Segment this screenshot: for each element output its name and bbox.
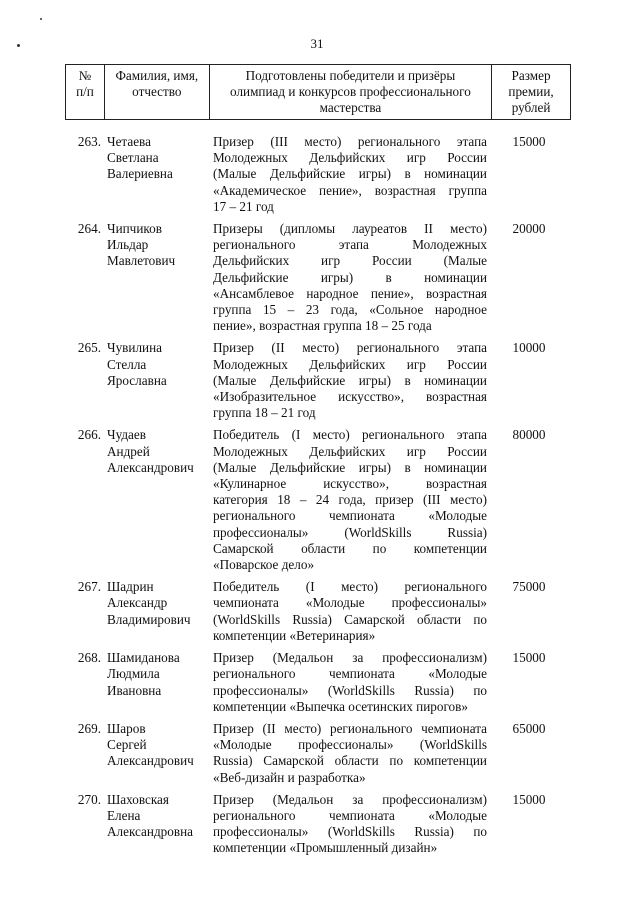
row-amount: 65000 <box>512 720 546 736</box>
row-full-name <box>105 221 211 334</box>
row-achievement <box>211 134 487 215</box>
row-number: 269. <box>77 720 101 736</box>
row-amount: 75000 <box>512 579 546 595</box>
name-line: Андрей <box>107 443 150 459</box>
row-full-name <box>105 650 211 715</box>
table-row <box>65 579 571 644</box>
header-name: Фамилия, имя, отчество <box>104 65 209 120</box>
achievement-line: 17 – 21 год <box>213 198 274 214</box>
name-line: Александровна <box>107 824 193 840</box>
name-line: Четаева <box>107 134 151 149</box>
name-line: Шаховская <box>107 791 169 807</box>
name-line: Александр <box>107 595 168 611</box>
row-amount: 15000 <box>512 791 546 807</box>
name-line: Чудаев <box>107 427 146 443</box>
row-amount: 10000 <box>512 340 546 356</box>
row-amount: 80000 <box>512 427 546 443</box>
achievement-line: компетенции «Выпечка осетинских пирогов» <box>213 698 468 714</box>
achievement-line: профессионалы» (WorldSkills Russia) по <box>213 682 487 698</box>
achievement-line: Призеры (дипломы лауреатов II место) <box>213 221 487 237</box>
achievement-line: Победитель (I место) регионального этапа <box>213 427 487 443</box>
header-num: № п/п <box>66 65 105 120</box>
name-line: Ильдар <box>107 237 149 253</box>
name-line: Александрович <box>107 753 194 769</box>
name-line: Шадрин <box>107 579 154 595</box>
name-line: Валериевна <box>107 166 173 182</box>
table-row <box>65 134 571 215</box>
achievement-line: Молодежных Дельфийских игр России <box>213 150 487 166</box>
name-line: Ярославна <box>107 372 167 388</box>
achievement-line: «Академическое пение», возрастная группа <box>213 182 487 198</box>
row-full-name <box>105 721 211 786</box>
table-row <box>65 221 571 334</box>
row-full-name <box>105 134 211 215</box>
achievement-line: пение», возрастная группа 18 – 25 года <box>213 318 432 334</box>
achievement-line: регионального этапа Молодежных <box>213 237 487 253</box>
name-line: Чипчиков <box>107 221 162 237</box>
achievement-line: компетенции «Промышленный дизайн» <box>213 840 438 856</box>
table-header <box>65 64 571 120</box>
achievement-line: чемпионата «Молодые профессионалы» <box>213 595 487 611</box>
achievement-line: Призер (III место) регионального этапа <box>213 134 487 149</box>
row-achievement <box>211 650 487 715</box>
achievement-line: группа 18 – 21 год <box>213 405 316 421</box>
name-line: Александрович <box>107 459 194 475</box>
row-number: 263. <box>77 134 101 149</box>
name-line: Сергей <box>107 737 147 753</box>
row-achievement <box>211 340 487 421</box>
achievement-line: «Поварское дело» <box>213 557 315 573</box>
achievement-line: Призер (II место) регионального чемпионата <box>213 720 487 736</box>
row-full-name <box>105 579 211 644</box>
name-line: Шаров <box>107 720 146 736</box>
name-line: Мавлетович <box>107 253 176 269</box>
name-line: Елена <box>107 807 141 823</box>
name-line: Светлана <box>107 150 159 166</box>
achievement-line: (Малые Дельфийские игры) в номинации <box>213 166 487 182</box>
achievement-line: Дельфийские игры) в номинации <box>213 269 487 285</box>
row-achievement <box>211 579 487 644</box>
achievement-line: категория 18 – 24 года, призер (III место) <box>213 492 487 508</box>
name-line: Ивановна <box>107 682 162 698</box>
page-number: 31 <box>310 36 324 51</box>
achievement-line: группа 15 – 23 года, «Сольное народное <box>213 302 487 318</box>
row-full-name <box>105 340 211 421</box>
row-full-name <box>105 792 211 857</box>
achievement-line: профессионалы» (WorldSkills Russia) по <box>213 824 487 840</box>
row-number: 266. <box>77 427 101 443</box>
row-achievement <box>211 792 487 857</box>
achievement-line: «Веб-дизайн и разработка» <box>213 769 366 785</box>
achievement-line: Молодежных Дельфийских игр России <box>213 356 487 372</box>
row-number: 268. <box>77 650 101 666</box>
header-desc: Подготовлены победители и призёры олимпиад и конкурсов профессионального мастерства <box>209 65 491 120</box>
achievement-line: «Изобразительное искусство», возрастная <box>213 389 487 405</box>
achievement-line: Дельфийских игр России (Малые <box>213 253 487 269</box>
row-achievement <box>211 427 487 573</box>
name-line: Чувилина <box>107 340 162 356</box>
row-achievement <box>211 221 487 334</box>
achievement-line: (Малые Дельфийские игры) в номинации <box>213 459 487 475</box>
achievement-line: компетенции «Ветеринария» <box>213 627 376 643</box>
achievement-line: Russia) Самарской области по компетенции <box>213 753 487 769</box>
achievement-line: «Молодые профессионалы» (WorldSkills <box>213 737 487 753</box>
achievement-line: регионального чемпионата «Молодые <box>213 666 487 682</box>
table-row <box>65 650 571 715</box>
achievement-line: «Кулинарное искусство», возрастная <box>213 476 487 492</box>
header-amount: Размер премии, рублей <box>492 65 571 120</box>
name-line: Шамиданова <box>107 650 180 666</box>
achievement-line: Призер (II место) регионального этапа <box>213 340 487 356</box>
scan-speck <box>40 18 42 20</box>
achievement-line: (Малые Дельфийские игры) в номинации <box>213 372 487 388</box>
achievement-line: (WorldSkills Russia) Самарской области по <box>213 611 487 627</box>
achievement-line: Самарской области по компетенции <box>213 540 487 556</box>
achievement-line: Призер (Медальон за профессионализм) <box>213 650 487 666</box>
row-number: 265. <box>77 340 101 356</box>
achievement-line: регионального чемпионата «Молодые <box>213 508 487 524</box>
achievement-line: регионального чемпионата «Молодые <box>213 807 487 823</box>
row-number: 264. <box>77 221 101 237</box>
row-amount: 15000 <box>512 134 546 149</box>
name-line: Стелла <box>107 356 147 372</box>
row-amount: 15000 <box>512 650 546 666</box>
table-row <box>65 427 571 573</box>
row-number: 267. <box>77 579 101 595</box>
name-line: Людмила <box>107 666 160 682</box>
achievement-line: Молодежных Дельфийских игр России <box>213 443 487 459</box>
table-row <box>65 721 571 786</box>
table-row <box>65 340 571 421</box>
table-body <box>65 134 571 863</box>
achievement-line: Победитель (I место) регионального <box>213 579 487 595</box>
row-full-name <box>105 427 211 573</box>
row-achievement <box>211 721 487 786</box>
name-line: Владимирович <box>107 611 191 627</box>
row-number: 270. <box>77 791 101 807</box>
achievement-line: Призер (Медальон за профессионализм) <box>213 791 487 807</box>
achievement-line: профессионалы» (WorldSkills Russia) <box>213 524 487 540</box>
table-row <box>65 792 571 857</box>
row-amount: 20000 <box>512 221 546 237</box>
achievement-line: «Ансамблевое народное пение», возрастная <box>213 285 487 301</box>
